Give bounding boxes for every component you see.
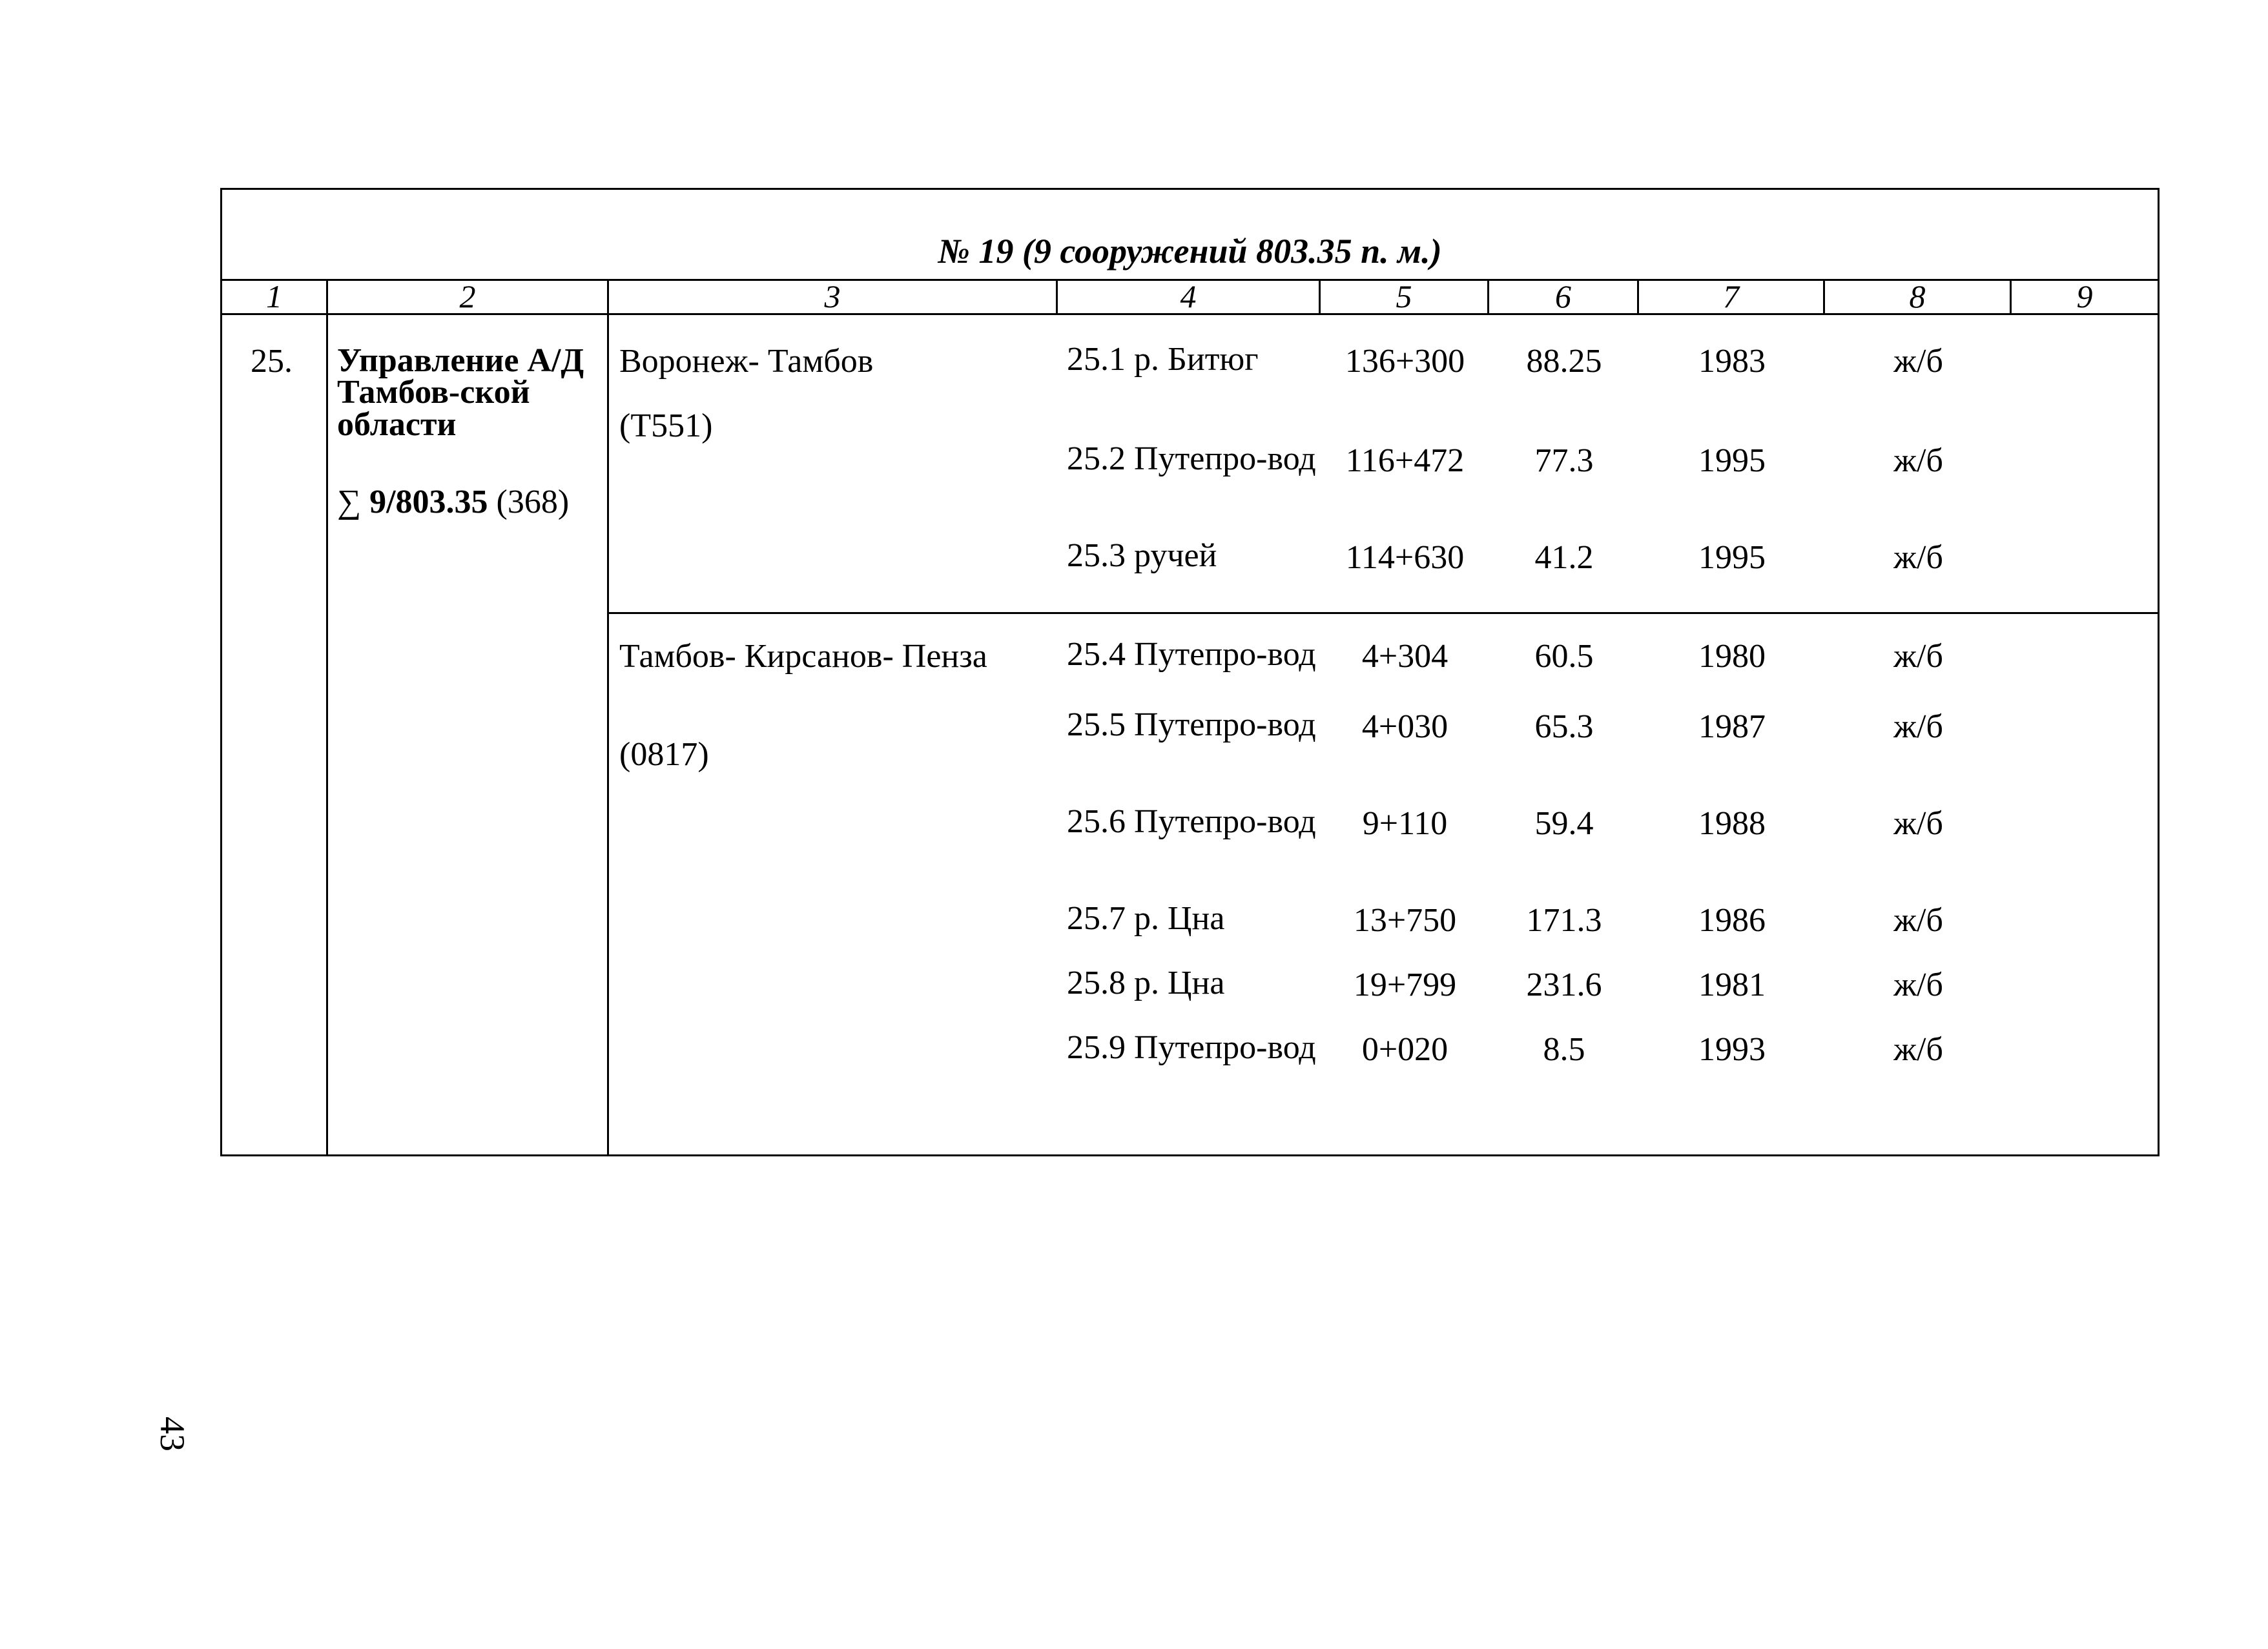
column-number-5: 5: [1320, 280, 1489, 314]
structure-year: 1995: [1698, 442, 1766, 479]
entry-index: 25.: [222, 314, 327, 1156]
organization-sum: [337, 486, 602, 519]
table-title: № 19 (9 сооружений 803.35 п. м.): [222, 189, 2159, 280]
structure-year: 1981: [1698, 966, 1766, 1003]
structure-length: 59.4: [1534, 804, 1594, 842]
structure-name: 25.3 ручей: [1067, 537, 1217, 574]
structure-km: 114+630: [1345, 539, 1465, 576]
road-1-block: [609, 315, 2160, 612]
structure-length: 60.5: [1534, 638, 1594, 675]
structure-length: 41.2: [1534, 539, 1594, 576]
structure-note: [2012, 710, 2160, 807]
structure-material: ж/б: [1893, 539, 1943, 576]
structure-year: 1993: [1698, 1030, 1766, 1068]
column-number-row: [222, 280, 2159, 314]
structure-material: ж/б: [1893, 638, 1943, 675]
structure-material: ж/б: [1893, 708, 1943, 745]
structure-name: 25.2 Путепро-вод: [1067, 440, 1316, 477]
structure-km: 4+030: [1361, 708, 1448, 745]
column-number-8: 8: [1824, 280, 2011, 314]
column-number-7: 7: [1638, 280, 1824, 314]
structure-material: ж/б: [1893, 901, 1943, 939]
structure-km: 9+110: [1362, 804, 1448, 842]
structure-name: 25.1 р. Битюг: [1067, 341, 1259, 378]
structure-year: 1987: [1698, 708, 1766, 745]
column-number-4: 4: [1057, 280, 1320, 314]
column-number-1: 1: [222, 280, 327, 314]
structure-note: [2012, 541, 2160, 612]
structure-name: 25.4 Путепро-вод: [1067, 636, 1316, 673]
structure-year: 1983: [1698, 343, 1766, 380]
structure-km: 0+020: [1361, 1030, 1448, 1068]
structure-name: 25.7 р. Цна: [1067, 899, 1225, 937]
structure-km: 136+300: [1345, 343, 1465, 380]
structure-name: 25.8 р. Цна: [1067, 964, 1225, 1001]
structure-name: 25.6 Путепро-вод: [1067, 803, 1316, 840]
structure-note: [2012, 968, 2160, 1033]
roads-block: [608, 314, 2159, 1156]
organization-name: Управление А/Д Тамбов-ской области: [337, 342, 584, 443]
road-2-code: (0817): [619, 736, 709, 773]
road-2-block: [609, 612, 2160, 1125]
structure-material: ж/б: [1893, 804, 1943, 842]
structure-length: 8.5: [1543, 1030, 1585, 1068]
structure-length: 88.25: [1526, 343, 1602, 380]
structure-year: 1988: [1698, 804, 1766, 842]
structure-length: 65.3: [1534, 708, 1594, 745]
structure-name: 25.9 Путепро-вод: [1067, 1029, 1316, 1066]
structure-km: 116+472: [1345, 442, 1465, 479]
structure-note: [2012, 444, 2160, 541]
structure-length: 231.6: [1526, 966, 1602, 1003]
road-1-code: (Т551): [619, 407, 713, 444]
structure-note: [2012, 315, 2160, 444]
structure-note: [2012, 1033, 2160, 1125]
structure-material: ж/б: [1893, 343, 1943, 380]
structure-material: ж/б: [1893, 966, 1943, 1003]
road-1: [609, 315, 1058, 612]
structure-name: 25.5 Путепро-вод: [1067, 706, 1316, 743]
structure-material: ж/б: [1893, 1030, 1943, 1068]
road-2: [609, 613, 1058, 1125]
structure-km: 19+799: [1353, 966, 1457, 1003]
road-1-name: Воронеж- Тамбов: [619, 343, 874, 380]
entry-organization: [327, 314, 608, 1156]
structure-length: 171.3: [1526, 901, 1602, 939]
column-number-2: 2: [327, 280, 608, 314]
structure-km: 13+750: [1353, 901, 1457, 939]
table-row: [222, 314, 2159, 1156]
structure-year: 1986: [1698, 901, 1766, 939]
structure-material: ж/б: [1893, 442, 1943, 479]
structures-table: [220, 188, 2160, 1156]
sum-count: (368): [496, 484, 570, 521]
structure-note: [2012, 904, 2160, 968]
sum-symbol: ∑: [337, 484, 362, 521]
structure-length: 77.3: [1534, 442, 1594, 479]
structure-note: [2012, 807, 2160, 904]
column-number-9: 9: [2011, 280, 2159, 314]
column-number-3: 3: [608, 280, 1057, 314]
structure-km: 4+304: [1361, 638, 1448, 675]
structure-year: 1980: [1698, 638, 1766, 675]
structure-note: [2012, 613, 2160, 710]
page-number: 43: [153, 1417, 192, 1451]
road-2-name: Тамбов- Кирсанов- Пенза: [619, 638, 987, 675]
column-number-6: 6: [1489, 280, 1638, 314]
sum-total: 9/803.35: [369, 484, 488, 521]
structure-year: 1995: [1698, 539, 1766, 576]
